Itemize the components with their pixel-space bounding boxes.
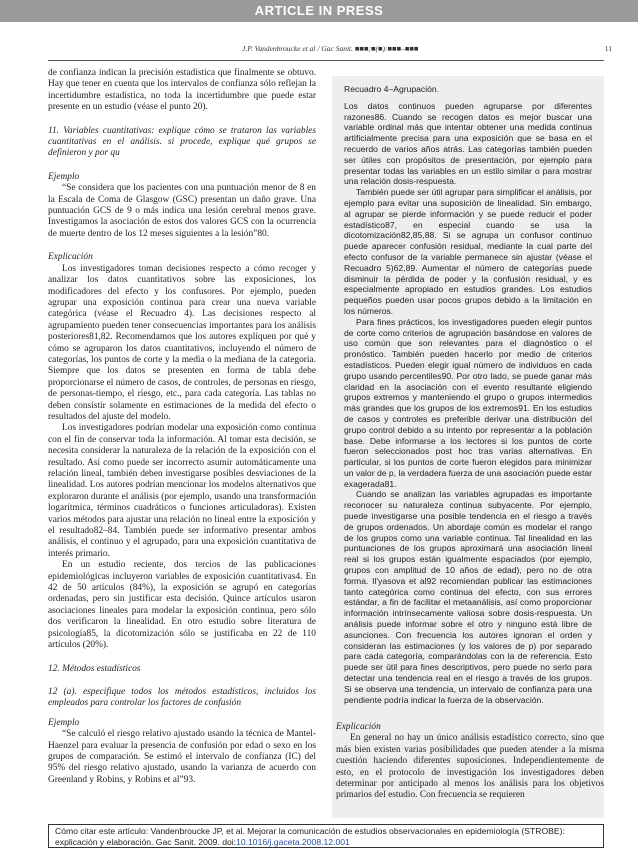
paragraph: Los investigadores podrían modelar una exposición como continua con el fin de conservar toda la información. Al tomar esta decisión, se necesita considerar la naturaleza de la relación de la exposición con el resultado. Así como puede ser incorrecto asumir automáticamente una relación lineal, también deben investigarse posibles desviaciones de la linealidad. Los autores podrían mencionar los modelos alternativos que exploraron durante el análisis (por ejemplo, usando una transformación logarítmica, términos cuadráticos o funciones articuladoras). Existen varios métodos para ajustar una relación no lineal entre la exposición y el resultado82–84. También puede ser informativo presentar ambos análisis, el continuo y el agrupado, para una exposición cuantitativa de interés primario. bbox=[48, 423, 316, 559]
paragraph: de confianza indican la precisión estadística que finalmente se obtuvo. Hay que tener en cuenta que los intervalos de confianza sólo reflejan la incertidumbre estadística, no toda la incertidumbre que puede estar presente en un estudio (véase el punto 20). bbox=[48, 68, 316, 113]
citation-footer bbox=[48, 824, 604, 848]
right-lower-text bbox=[336, 722, 604, 802]
explanation-label: Explicación bbox=[48, 252, 93, 263]
paragraph: Los investigadores toman decisiones respecto a cómo recoger y analizar los datos cuantitativos sobre las exposiciones, los modificadores del efecto y los confusores. Por ejemplo, pueden agrupar una exposición continua para crear una nueva variable categórica (véase el Recuadro 4). Las decisiones respecto al agrupamiento pueden tener consecuencias importantes para los análisis posteriores81,82. Recomendamos que los autores expliquen por qué y cómo se agruparon los datos cuantitativos, incluyendo el número de categorías, los puntos de corte y la media o la mediana de la categoría. Siempre que los datos se presenten en forma de tabla debe proporcionarse el número de casos, de controles, de personas en riesgo, de personas-tiempo, el riesgo, etc., para cada categoría. Las tablas no deben consistir solamente en estimaciones de la medida del efecto o resultados del ajuste del modelo. bbox=[48, 263, 316, 422]
example-text: “Se calculó el riesgo relativo ajustado usando la técnica de Mantel-Haenzel para evaluar la presencia de confusión por edad o sexo en los grupos de comparación. Se estimó el intervalo de confianza (IC) del 95% del riesgo relativo ajustado, usando la varianza de acuerdo con Greenland y Robins, y Robins et al”93. bbox=[48, 729, 316, 785]
box-paragraph: Los datos continuos pueden agruparse por diferentes razones86. Cuando se recogen datos es mejor buscar una variable ordinal más que intentar obtener una medida continua artificialmente precisa para una exposición que se basa en el recuerdo de varios años atrás. Las categorías también pueden ser útiles con propósitos de presentación, por ejemplo para presentar todas las variables en un estilo similar o para mostrar una relación dosis-respuesta. bbox=[344, 100, 592, 187]
left-column bbox=[48, 68, 316, 786]
doi-link[interactable]: 10.1016/j.gaceta.2008.12.001 bbox=[236, 836, 350, 847]
section-heading-12: 12. Métodos estadísticos bbox=[48, 663, 141, 674]
box-paragraph: Para fines prácticos, los investigadores pueden elegir puntos de corte como criterios de agrupación basándose en valores de uso común que son relevantes para el diagnóstico o el pronóstico. También pueden hacerlo por medio de criterios estadísticos. Pueden elegir igual número de individuos en cada grupo usando percentiles90. Por otro lado, se puede ganar más claridad en la asociación con el evento resultante eligiendo grupos extremos y manteniendo el grupo o grupos intermedios más grandes que los grupos de los extremos91. En los estudios de casos y controles es preferible derivar una distribución del grupo control debido a su intento por representar a la población base. Debe informarse a los lectores si los puntos de corte fueron seleccionados post hoc tras varias alternativas. En particular, si los puntos de corte fueron elegidos para minimizar un valor de p, la verdadera fuerza de una asociación puede estar exagerada81. bbox=[344, 316, 592, 489]
section-heading-12a: 12 (a). especifique todos los métodos estadísticos, incluidos los empleados para controlar los factores de confusión bbox=[48, 686, 316, 709]
paragraph: En general no hay un único análisis estadístico correcto, sino que más bien existen varias posibilidades que pueden atender a la misma cuestión haciendo diferentes suposiciones. Independientemente de esto, en el protocolo de investigación los investigadores deben determinar por anticipado al menos los análisis para los objetivos primarios del estudio. Con frecuencia se requieren bbox=[336, 733, 604, 801]
example-label: Ejemplo bbox=[48, 171, 80, 182]
recuadro-4-box bbox=[332, 76, 604, 818]
page-number: 11 bbox=[604, 44, 612, 53]
section-heading-11: 11. Variables cuantitativas: explique cómo se trataron las variables cuantitativas en el análisis. si procede, explique qué grupos se definieron y por qu bbox=[48, 125, 316, 159]
explanation-label: Explicación bbox=[336, 722, 381, 732]
article-in-press-banner: ARTICLE IN PRESS bbox=[0, 0, 638, 22]
paragraph: En un estudio reciente, dos tercios de las publicaciones epidemiológicas incluyeron variables de exposición cuantitativas4. En 42 de 50 artículos (84%), la exposición se agrupó en categorías ordenadas, pero sin justificar esta decisión. Quince artículos usaron asociaciones lineales para modelar la exposición continua, pero sólo dos verificaron la linealidad. En otro estudio sobre literatura de psicología85, la dicotomización sólo se justificaba en 22 de 110 artículos (20%). bbox=[48, 560, 316, 651]
example-label: Ejemplo bbox=[48, 717, 80, 728]
example-text: “Se considera que los pacientes con una puntuación menor de 8 en la Escala de Coma de Glasgow (GSC) presentan un daño grave. Una puntuación GCS de 9 o más indica una lesión cerebral menos grave. Investigamos la asociación de estos dos valores GCS con la ocurrencia de muerte dentro de los 12 meses siguientes a la lesión”80. bbox=[48, 183, 316, 239]
citation-text: Cómo citar este artículo: Vandenbroucke JP, et al. Mejorar la comunicación de estudios observacionales en epidemiología (STROBE): explicación y elaboración. Gac Sanit. 2009. doi: bbox=[55, 826, 565, 847]
header-rule bbox=[48, 60, 604, 61]
box-title: Recuadro 4–Agrupación. bbox=[344, 84, 440, 94]
box-paragraph: Cuando se analizan las variables agrupadas es importante reconocer su naturaleza continua subyacente. Por ejemplo, puede investigarse una posible tendencia en el riesgo a través de grupos ordenados. Un abordaje común es modelar el rango de los grupos como una variable continua. Tal linealidad en las puntuaciones de los grupos aproximará una asociación lineal real si los grupos están igualmente espaciados (por ejemplo, grupos con amplitud de 10 años de edad), pero no de otra forma. Il'yasova et al92 recomiendan publicar las estimaciones tanto categórica como continua del efecto, con sus errores estándar, a fin de facilitar el metaanálisis, así como proporcionar información intrínsecamente valiosa sobre dosis-respuesta. Un análisis puede informar sobre el otro y ninguno está libre de asunciones. Con frecuencia los autores ignoran el orden y consideran las estimaciones (y los valores de p) por separado para cada categoría, comparándolas con la de referencia. Esto puede ser útil para fines descriptivos, pero puede no serlo para detectar una tendencia real en el riesgo a través de los grupos. Si se observa una tendencia, un intervalo de confianza para una pendiente podría indicar la fuerza de la observación. bbox=[344, 489, 592, 705]
box-paragraph: También puede ser útil agrupar para simplificar el análisis, por ejemplo para evitar una suposición de linealidad. Sin embargo, al agrupar se pierde información y se puede reducir el poder estadístico87, en especial cuando se usa la dicotomización82,85,88. Si se agrupa un confusor continuo puede aparecer confusión residual, mediante la cual parte del efecto confusor de la variable permanece sin ajustar (véase el Recuadro 5)62,89. Aumentar el número de categorías puede disminuir la pérdida de poder y la confusión residual, y es especialmente apropiado en estudios grandes. Los estudios pequeños pueden usar pocos grupos debido a la limitación en los números. bbox=[344, 187, 592, 316]
running-head: J.P. Vandenbroucke et al / Gac Sanit. ■■■;■(■):■■■–■■■ bbox=[242, 44, 419, 53]
